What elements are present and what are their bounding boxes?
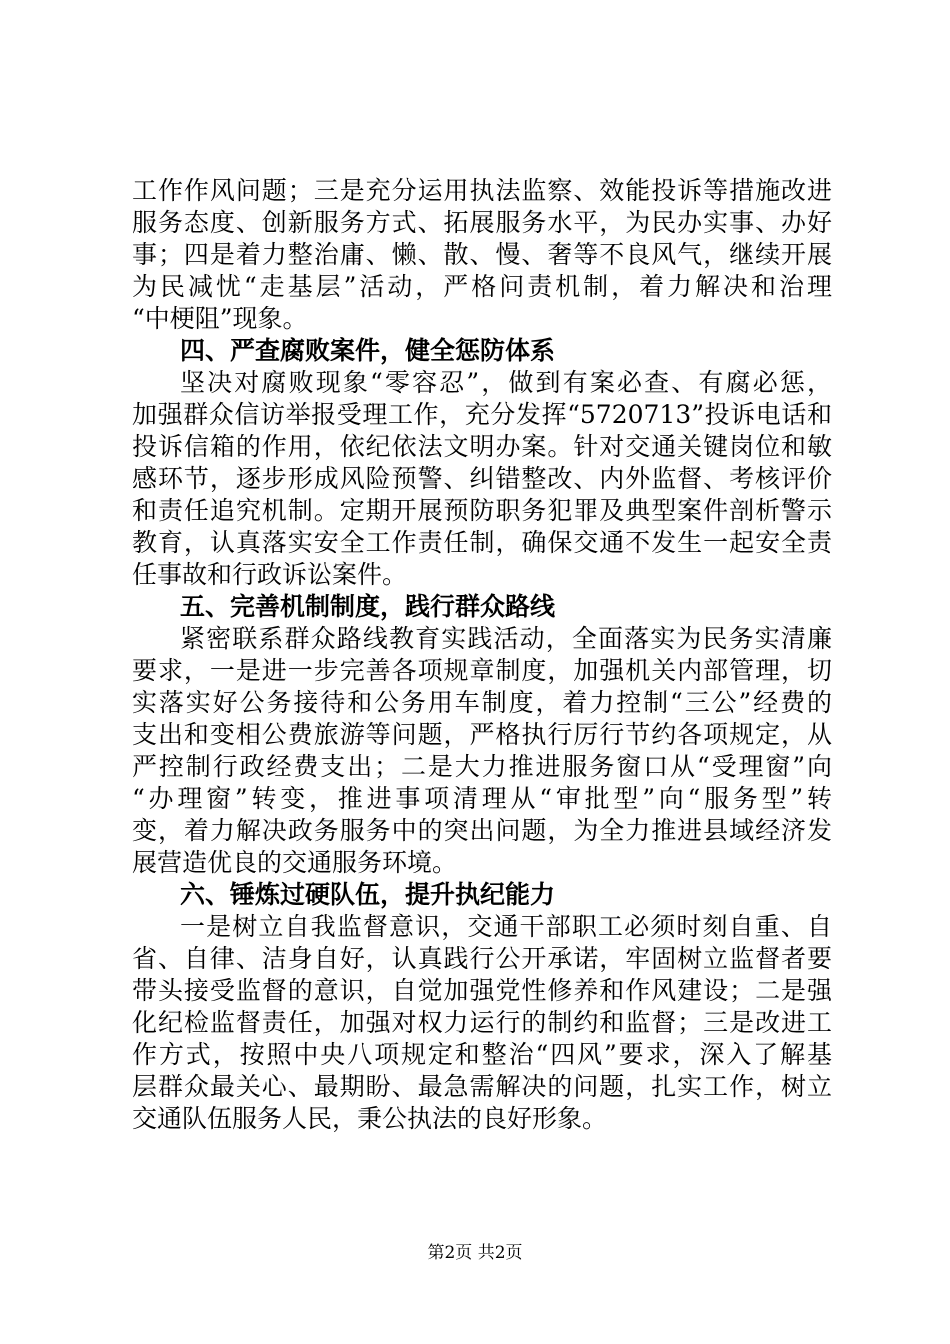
text-line: 带头接受监督的意识，自觉加强党性修养和作风建设；二是强	[132, 976, 832, 1005]
section-heading-6: 六、锤炼过硬队伍，提升执纪能力	[180, 880, 556, 909]
text-line: 任事故和行政诉讼案件。	[132, 560, 408, 589]
text-line: 投诉信箱的作用，依纪依法文明办案。针对交通关键岗位和敏	[132, 432, 832, 461]
text-line: 要求，一是进一步完善各项规章制度，加强机关内部管理，切	[132, 656, 832, 685]
section-heading-5: 五、完善机制制度，践行群众路线	[180, 592, 556, 621]
text-line: 服务态度、创新服务方式、拓展服务水平，为民办实事、办好	[132, 208, 832, 237]
text-line: “中梗阻”现象。	[132, 304, 308, 333]
text-line: 实落实好公务接待和公务用车制度，着力控制“三公”经费的	[132, 688, 832, 717]
text-line: 省、自律、洁身自好，认真践行公开承诺，牢固树立监督者要	[132, 944, 832, 973]
text-line: 一是树立自我监督意识，交通干部职工必须时刻自重、自	[180, 912, 832, 941]
text-line: 支出和变相公费旅游等问题，严格执行厉行节约各项规定，从	[132, 720, 832, 749]
text-line: 层群众最关心、最期盼、最急需解决的问题，扎实工作，树立	[132, 1072, 832, 1101]
text-line: 感环节，逐步形成风险预警、纠错整改、内外监督、考核评价	[132, 464, 832, 493]
text-line: 坚决对腐败现象“零容忍”，做到有案必查、有腐必惩，	[180, 368, 832, 397]
text-line: 加强群众信访举报受理工作，充分发挥“5720713”投诉电话和	[132, 400, 832, 429]
text-line: 紧密联系群众路线教育实践活动，全面落实为民务实清廉	[180, 624, 832, 653]
text-line: 为民减忧“走基层”活动，严格问责机制，着力解决和治理	[132, 272, 832, 301]
text-line: 变，着力解决政务服务中的突出问题，为全力推进县域经济发	[132, 816, 832, 845]
text-line: 化纪检监督责任，加强对权力运行的制约和监督；三是改进工	[132, 1008, 832, 1037]
text-line: 教育，认真落实安全工作责任制，确保交通不发生一起安全责	[132, 528, 832, 557]
section-heading-4: 四、严查腐败案件，健全惩防体系	[180, 336, 556, 365]
text-line: “办理窗”转变，推进事项清理从“审批型”向“服务型”转	[132, 784, 832, 813]
text-line: 和责任追究机制。定期开展预防职务犯罪及典型案件剖析警示	[132, 496, 832, 525]
text-line: 作方式，按照中央八项规定和整治“四风”要求，深入了解基	[132, 1040, 832, 1069]
text-line: 展营造优良的交通服务环境。	[132, 848, 458, 877]
text-line: 工作作风问题；三是充分运用执法监察、效能投诉等措施改进	[132, 176, 832, 205]
page-footer: 第2页 共2页	[427, 1243, 523, 1263]
text-line: 交通队伍服务人民，秉公执法的良好形象。	[132, 1104, 608, 1133]
text-line: 事；四是着力整治庸、懒、散、慢、奢等不良风气，继续开展	[132, 240, 832, 269]
text-line: 严控制行政经费支出；二是大力推进服务窗口从“受理窗”向	[132, 752, 832, 781]
